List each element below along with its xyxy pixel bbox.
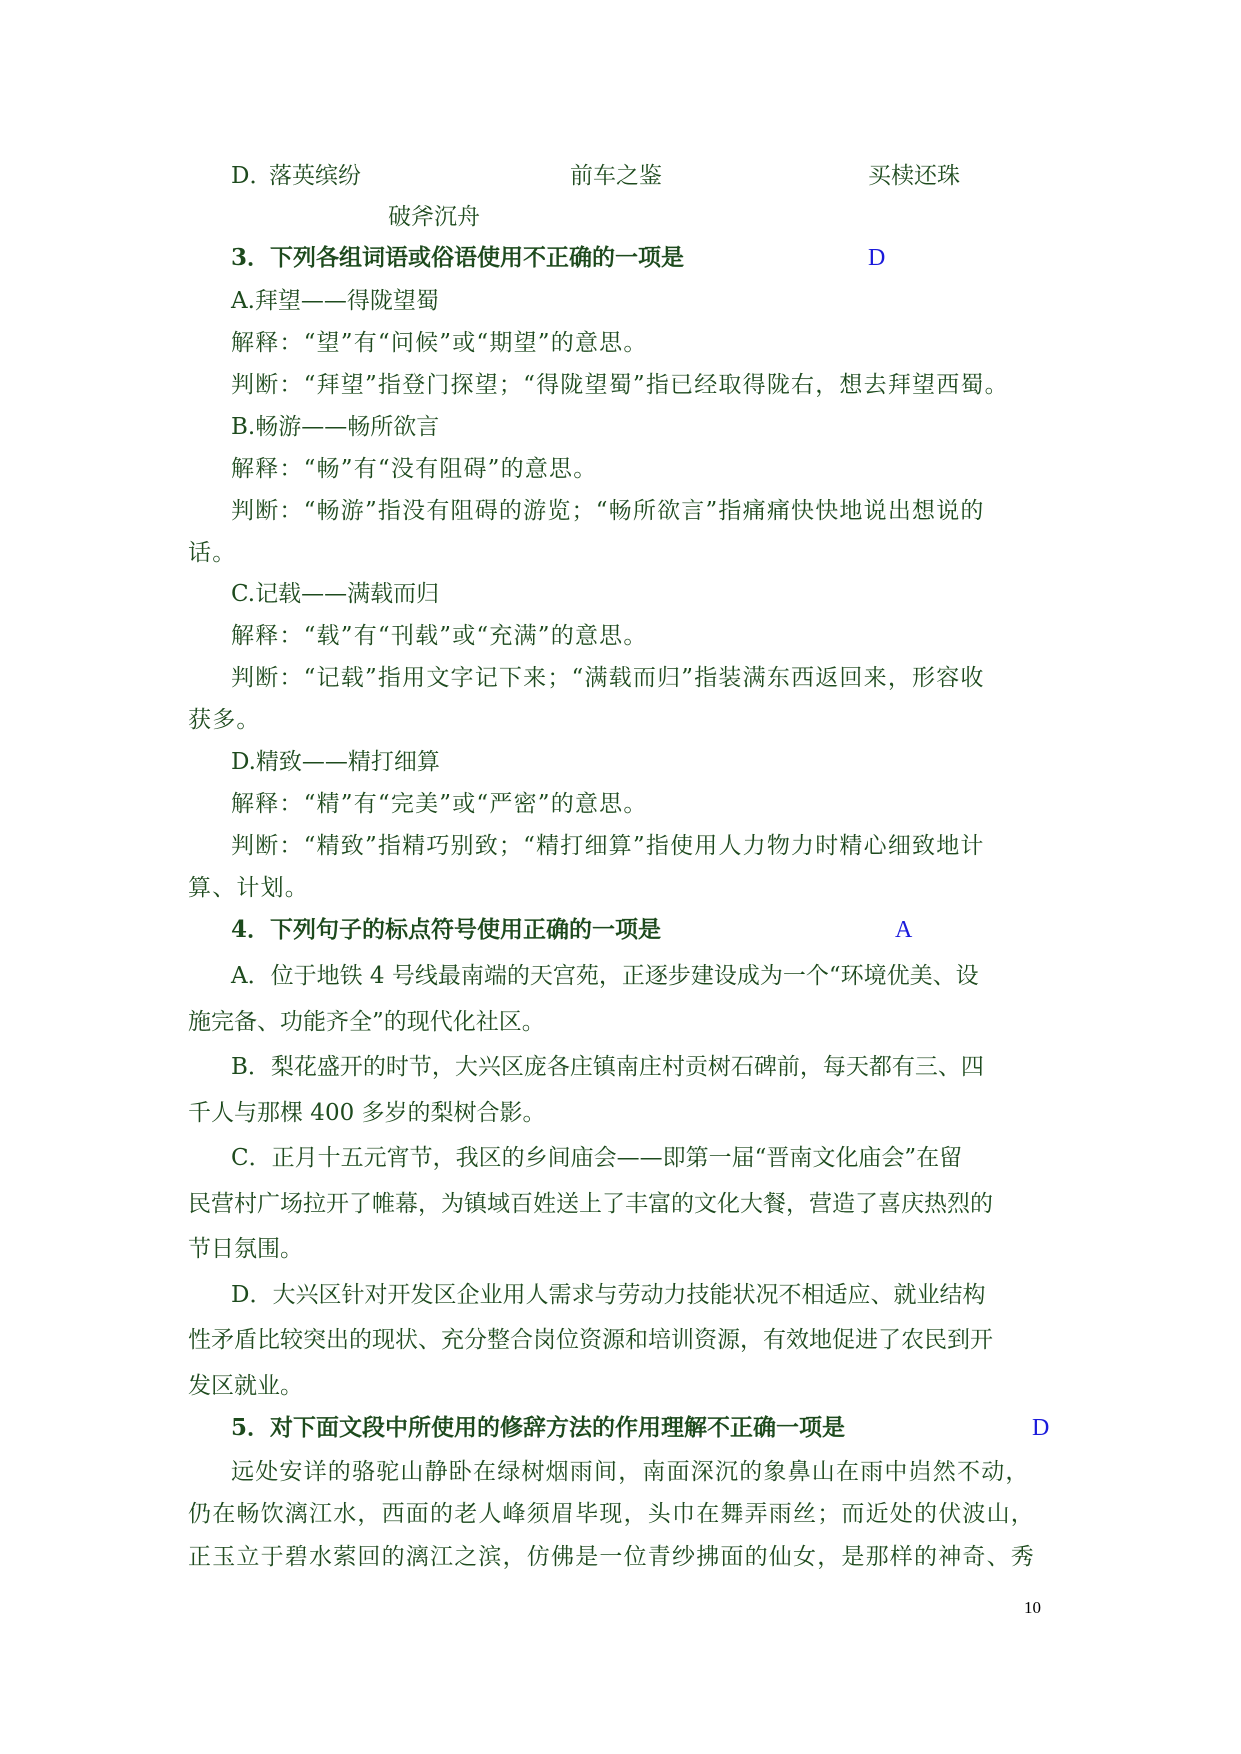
q2-option-d-item-2: 前车之鉴 xyxy=(570,163,662,189)
q4-option-c-line-2: 民营村广场拉开了帷幕，为镇域百姓送上了丰富的文化大餐，营造了喜庆热烈的 xyxy=(188,1191,993,1217)
q3-option-a-judge: 判断：“拜望”指登门探望；“得陇望蜀”指已经取得陇右，想去拜望西蜀。 xyxy=(231,372,1009,398)
q5-passage-line-2: 仍在畅饮漓江水，西面的老人峰须眉毕现，头巾在舞弄雨丝；而近处的伏波山， xyxy=(188,1501,1035,1527)
q4-option-c-line-1: C．正月十五元宵节，我区的乡间庙会——即第一届“晋南文化庙会”在留 xyxy=(231,1145,963,1171)
q3-option-b-title: B.畅游——畅所欲言 xyxy=(231,414,440,440)
q3-option-c-judge-line-2: 获多。 xyxy=(188,707,261,733)
q3-option-c-title: C.记载——满载而归 xyxy=(231,581,440,607)
q3-option-b-explain: 解释：“畅”有“没有阻碍”的意思。 xyxy=(231,456,598,482)
q2-option-d-item-1: 落英缤纷 xyxy=(269,163,361,189)
q4-option-d-line-3: 发区就业。 xyxy=(188,1373,303,1399)
q2-option-d-item-4: 破斧沉舟 xyxy=(388,204,480,230)
q3-option-a-title: A.拜望——得陇望蜀 xyxy=(231,288,439,314)
q5-passage-line-1: 远处安详的骆驼山静卧在绿树烟雨间，南面深沉的象鼻山在雨中岿然不动， xyxy=(231,1459,1030,1485)
q3-option-b-judge-line-2: 话。 xyxy=(188,540,237,566)
q3-title: 3．下列各组词语或俗语使用不正确的一项是 xyxy=(231,244,685,271)
q4-option-a-line-1: A．位于地铁 4 号线最南端的天宫苑，正逐步建设成为一个“环境优美、设 xyxy=(231,963,979,989)
q4-option-d-line-2: 性矛盾比较突出的现状、充分整合岗位资源和培训资源，有效地促进了农民到开 xyxy=(188,1327,993,1353)
q3-option-d-title: D.精致——精打细算 xyxy=(231,749,440,775)
q5-answer: D xyxy=(1032,1415,1050,1441)
q2-option-d-item-3: 买椟还珠 xyxy=(868,163,960,189)
q3-option-c-judge-line-1: 判断：“记载”指用文字记下来；“满载而归”指装满东西返回来，形容收 xyxy=(231,665,985,691)
q4-option-b-line-2: 千人与那棵 400 多岁的梨树合影。 xyxy=(188,1100,546,1126)
q4-answer: A xyxy=(895,917,913,943)
q5-title: 5．对下面文段中所使用的修辞方法的作用理解不正确一项是 xyxy=(231,1414,846,1441)
q4-option-c-line-3: 节日氛围。 xyxy=(188,1236,303,1262)
q4-title: 4．下列句子的标点符号使用正确的一项是 xyxy=(231,916,662,943)
q3-option-d-explain: 解释：“精”有“完美”或“严密”的意思。 xyxy=(231,791,648,817)
q2-option-d-label: D． xyxy=(231,163,273,189)
q3-option-d-judge-line-2: 算、计划。 xyxy=(188,875,309,901)
q4-option-b-line-1: B．梨花盛开的时节，大兴区庞各庄镇南庄村贡树石碑前，每天都有三、四 xyxy=(231,1054,984,1080)
q3-answer: D xyxy=(868,245,886,271)
q3-option-d-judge-line-1: 判断：“精致”指精巧别致；“精打细算”指使用人力物力时精心细致地计 xyxy=(231,833,985,859)
page-number: 10 xyxy=(1024,1598,1041,1617)
q5-passage-line-3: 正玉立于碧水萦回的漓江之滨，仿佛是一位青纱拂面的仙女，是那样的神奇、秀 xyxy=(188,1544,1035,1570)
q3-option-a-explain: 解释：“望”有“问候”或“期望”的意思。 xyxy=(231,330,648,356)
q3-option-c-explain: 解释：“载”有“刊载”或“充满”的意思。 xyxy=(231,623,648,649)
q4-option-d-line-1: D．大兴区针对开发区企业用人需求与劳动力技能状况不相适应、就业结构 xyxy=(231,1282,986,1308)
q4-option-a-line-2: 施完备、功能齐全”的现代化社区。 xyxy=(188,1009,545,1035)
q3-option-b-judge-line-1: 判断：“畅游”指没有阻碍的游览；“畅所欲言”指痛痛快快地说出想说的 xyxy=(231,498,985,524)
